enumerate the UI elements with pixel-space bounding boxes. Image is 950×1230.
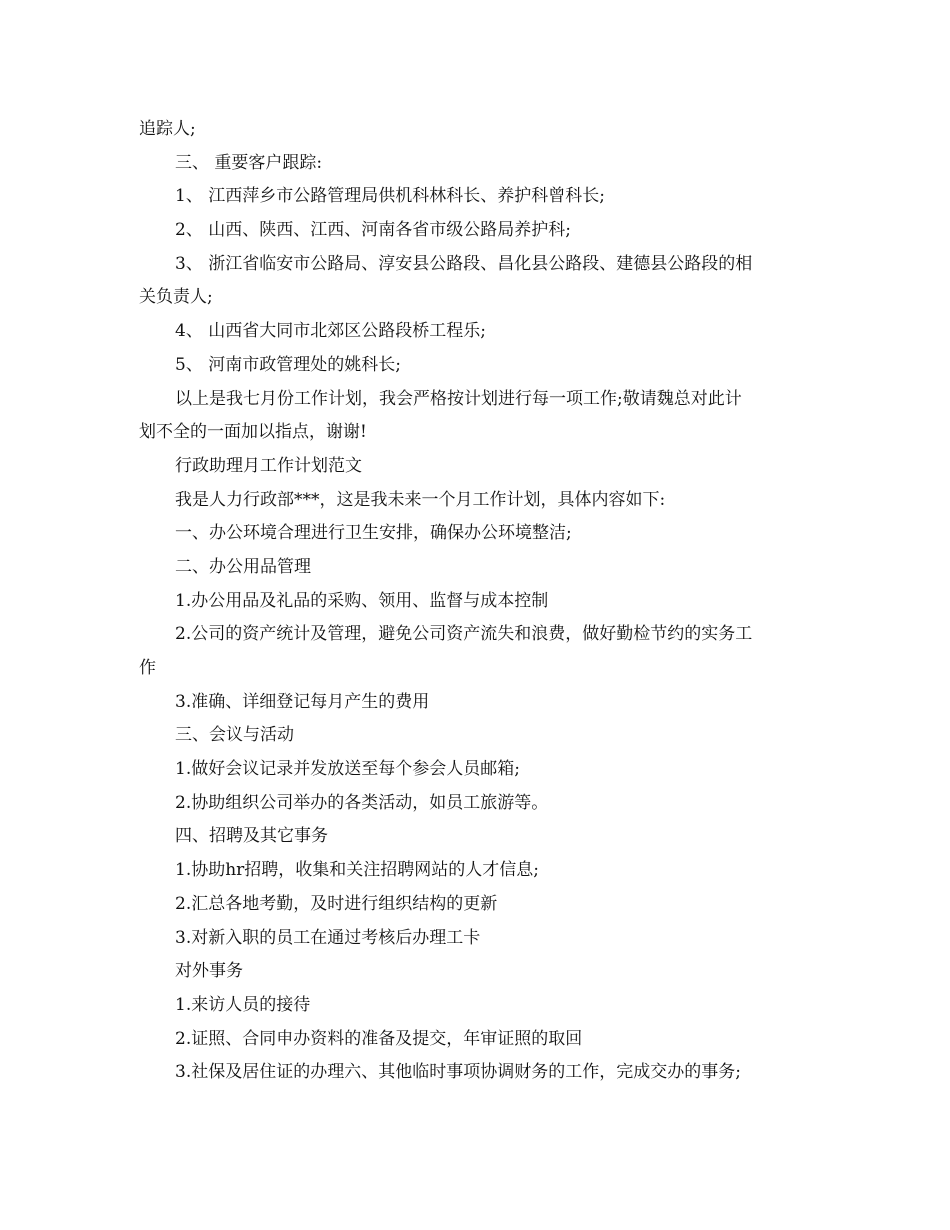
list-item: 2.汇总各地考勤，及时进行组织结构的更新 <box>175 893 498 914</box>
text-line: 关负责人; <box>139 287 213 308</box>
document-subtitle: 行政助理月工作计划范文 <box>175 455 362 476</box>
section-heading: 四、招聘及其它事务 <box>175 826 328 847</box>
list-item: 1.办公用品及礼品的采购、领用、监督与成本控制 <box>175 590 549 611</box>
list-item: 5、 河南市政管理处的姚科长; <box>175 354 401 375</box>
text-line: 划不全的一面加以指点，谢谢! <box>139 422 367 443</box>
list-item: 3.准确、详细登记每月产生的费用 <box>175 691 430 712</box>
list-item: 2、 山西、陕西、江西、河南各省市级公路局养护科; <box>175 220 571 241</box>
list-item: 2.证照、合同申办资料的准备及提交，年审证照的取回 <box>175 1028 583 1049</box>
list-item: 2.公司的资产统计及管理，避免公司资产流失和浪费，做好勤检节约的实务工 <box>175 624 753 645</box>
section-heading: 对外事务 <box>175 961 243 982</box>
list-item: 1.协助hr招聘，收集和关注招聘网站的人才信息; <box>175 860 540 881</box>
list-item: 3.对新入职的员工在通过考核后办理工卡 <box>175 927 481 948</box>
list-item: 3、 浙江省临安市公路局、淳安县公路段、昌化县公路段、建德县公路段的相 <box>175 253 753 274</box>
paragraph: 以上是我七月份工作计划，我会严格按计划进行每一项工作;敬请魏总对此计 <box>175 388 742 409</box>
list-item: 1.来访人员的接待 <box>175 994 311 1015</box>
paragraph: 我是人力行政部***，这是我未来一个月工作计划，具体内容如下: <box>175 489 666 510</box>
section-heading: 二、办公用品管理 <box>175 556 311 577</box>
section-heading: 三、 重要客户跟踪: <box>175 152 323 173</box>
document-body <box>139 113 819 1090</box>
text-line: 追踪人; <box>139 119 196 139</box>
section-heading: 三、会议与活动 <box>175 725 294 746</box>
text-line: 作 <box>139 658 156 678</box>
section-heading: 一、办公环境合理进行卫生安排，确保办公环境整洁; <box>175 523 572 544</box>
list-item: 2.协助组织公司举办的各类活动，如员工旅游等。 <box>175 792 549 813</box>
list-item: 4、 山西省大同市北郊区公路段桥工程乐; <box>175 321 486 342</box>
list-item: 1.做好会议记录并发放送至每个参会人员邮箱; <box>175 759 520 780</box>
list-item: 3.社保及居住证的办理六、其他临时事项协调财务的工作，完成交办的事务; <box>175 1062 741 1083</box>
list-item: 1、 江西萍乡市公路管理局供机科林科长、养护科曾科长; <box>175 186 605 207</box>
